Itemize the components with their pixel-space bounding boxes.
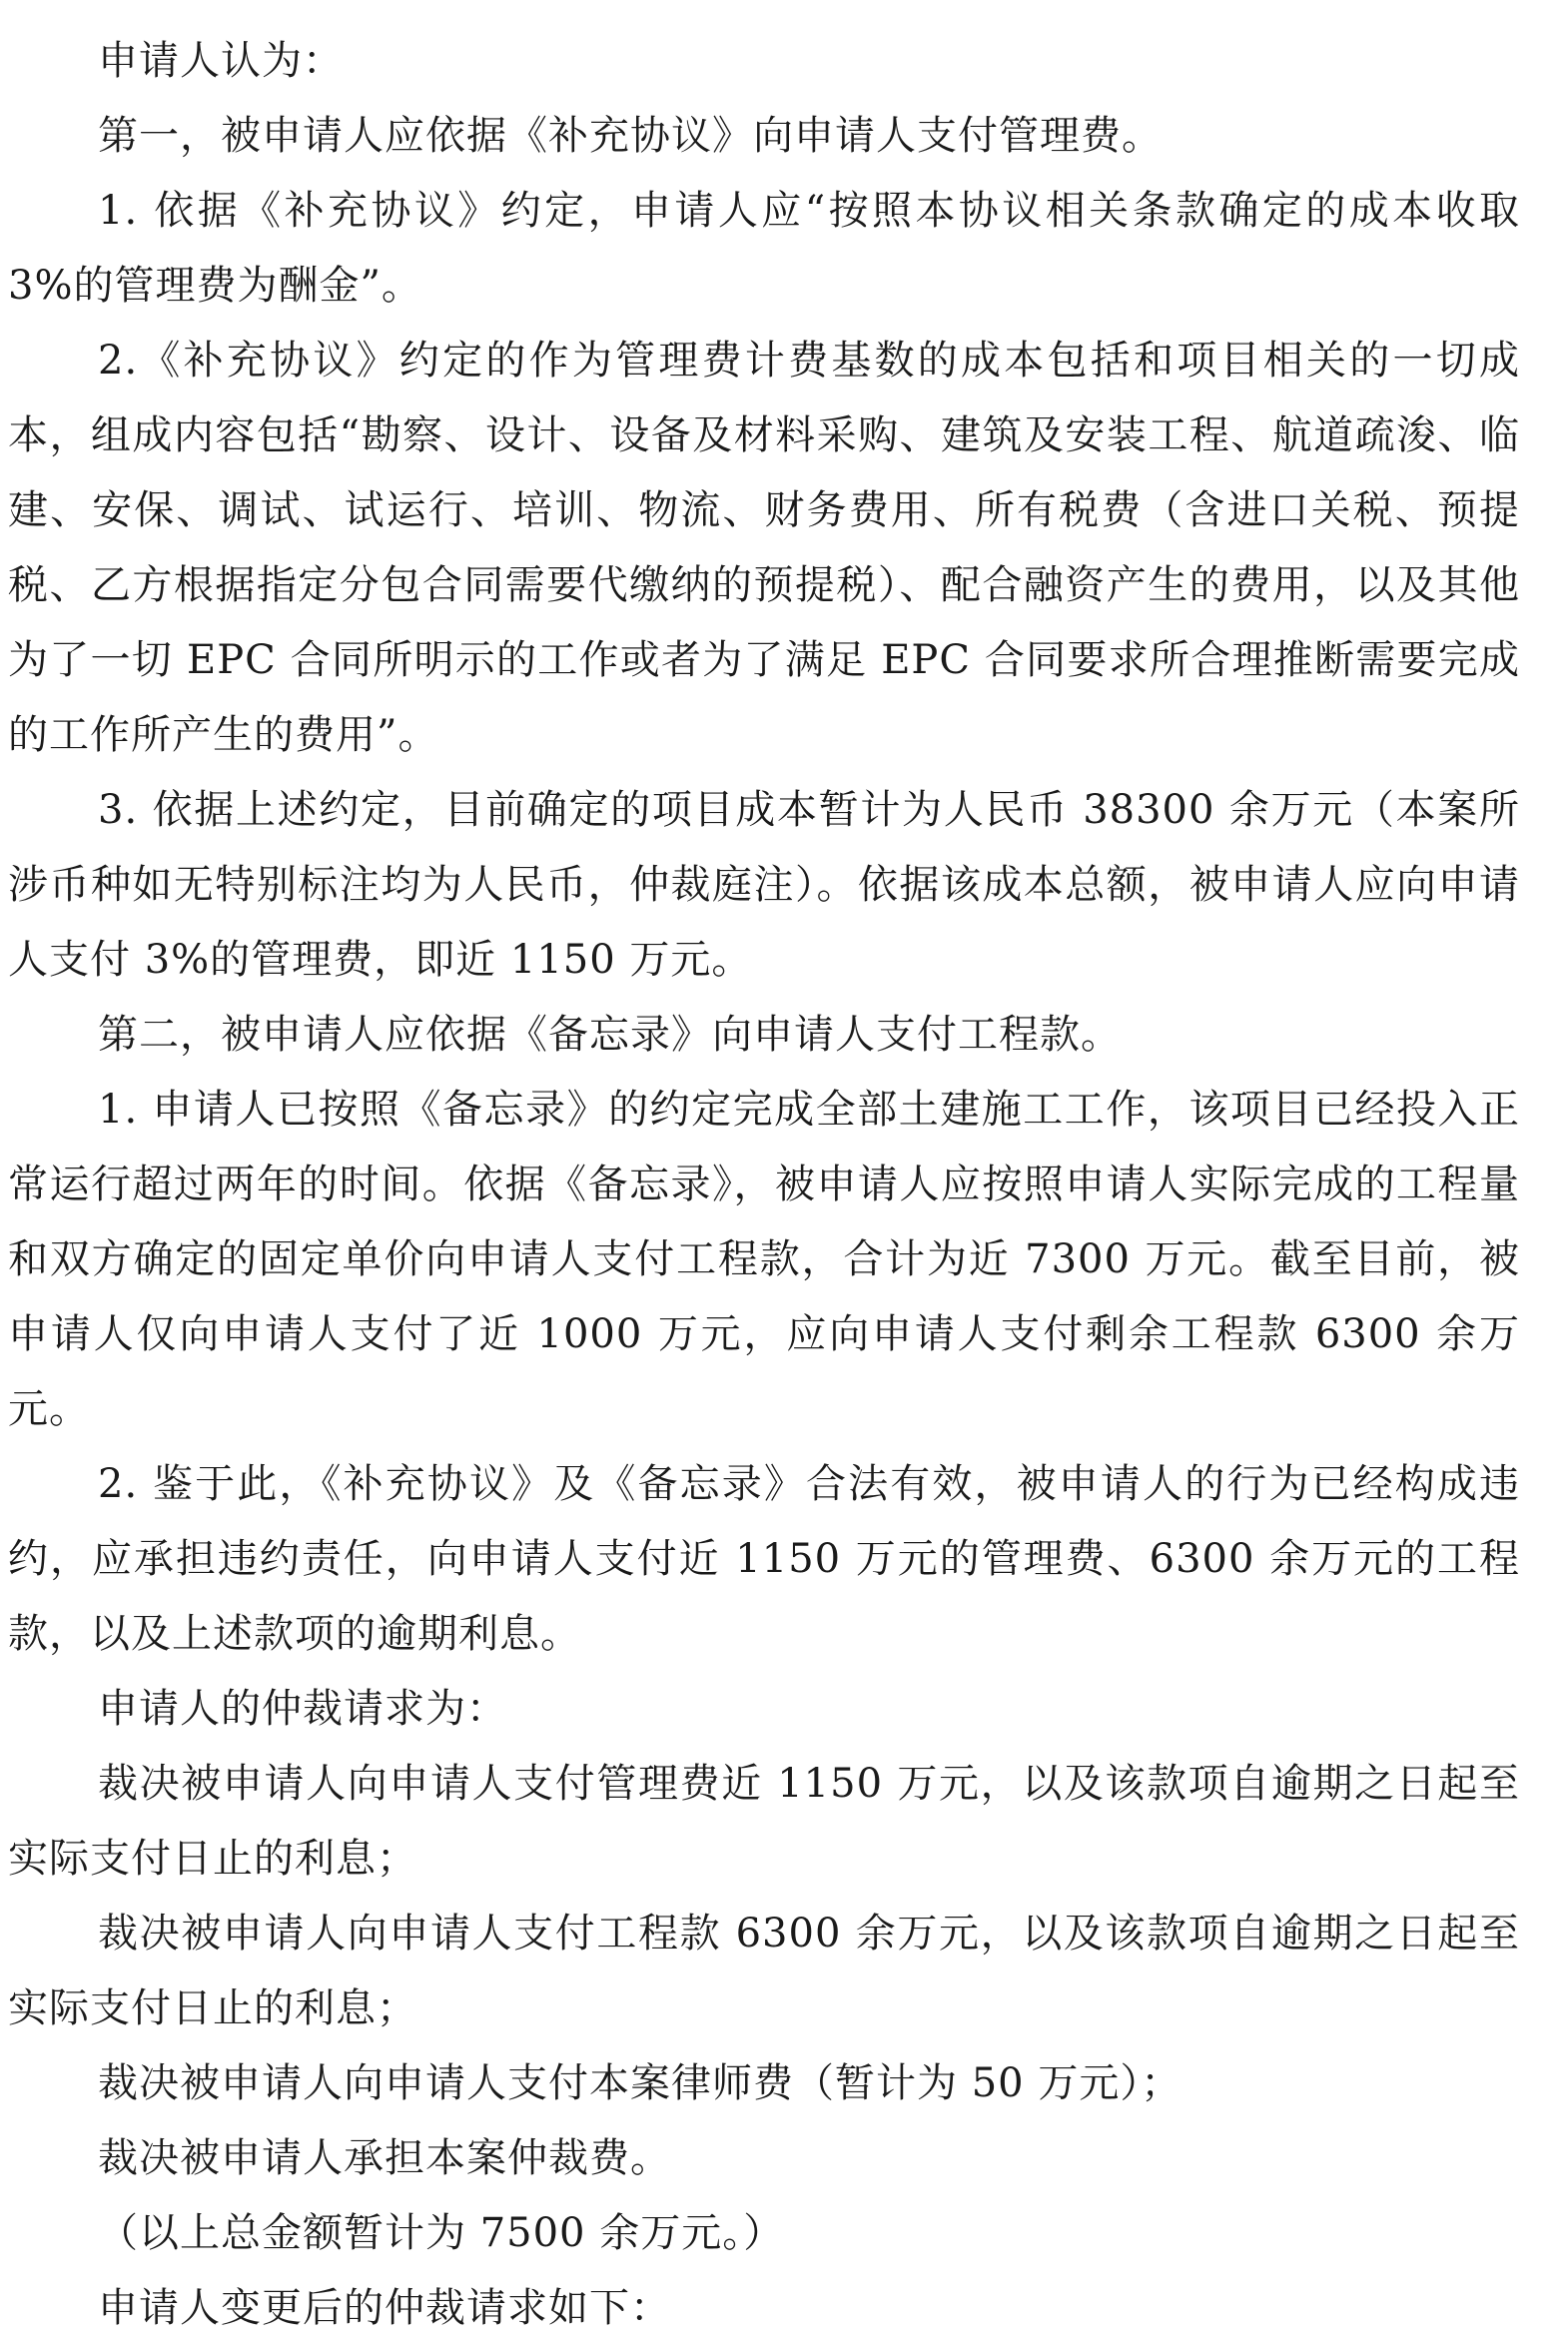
paragraph-amended-claims-heading: 申请人变更后的仲裁请求如下： <box>98 2285 671 2331</box>
paragraph-first-point: 第一，被申请人应依据《补充协议》向申请人支付管理费。 <box>98 113 1163 159</box>
paragraph-first-item-1: 1. 依据《补充协议》约定，申请人应“按照本协议相关条款确定的成本收取 3%的管理费为酬金”。 <box>8 188 1520 309</box>
paragraph-second-point: 第二，被申请人应依据《备忘录》向申请人支付工程款。 <box>98 1012 1122 1058</box>
paragraph-first-item-2: 2.《补充协议》约定的作为管理费计费基数的成本包括和项目相关的一切成本，组成内容包括“勘察、设计、设备及材料采购、建筑及安装工程、航道疏浚、临建、安保、调试、试运行、培训、物流、财务费用、所有税费（含进口关税、预提税、乙方根据指定分包合同需要代缴纳的预提税）、配合融资产生的费用，以及其他为了一切 EPC 合同所明示的工作或者为了满足 EPC 合同要求所合理推断需要完成的工作所产生的费用”。 <box>8 338 1520 758</box>
paragraph-claim-3: 裁决被申请人向申请人支付本案律师费（暂计为 50 万元）； <box>98 2060 1182 2106</box>
paragraph-second-item-2: 2. 鉴于此，《补充协议》及《备忘录》合法有效，被申请人的行为已经构成违约，应承担违约责任，向申请人支付近 1150 万元的管理费、6300 余万元的工程款，以及上述款项的逾期利息。 <box>8 1461 1520 1657</box>
paragraph-claim-1: 裁决被申请人向申请人支付管理费近 1150 万元，以及该款项自逾期之日起至实际支付日止的利息； <box>8 1761 1520 1882</box>
paragraph-claim-2: 裁决被申请人向申请人支付工程款 6300 余万元，以及该款项自逾期之日起至实际支付日止的利息； <box>8 1911 1520 2031</box>
paragraph-total-note: （以上总金额暂计为 7500 余万元。） <box>98 2210 785 2256</box>
paragraph-claim-4: 裁决被申请人承担本案仲裁费。 <box>98 2135 671 2181</box>
paragraph-first-item-3: 3. 依据上述约定，目前确定的项目成本暂计为人民币 38300 余万元（本案所涉币种如无特别标注均为人民币，仲裁庭注）。依据该成本总额，被申请人应向申请人支付 3%的管理费，即近 1150 万元。 <box>8 787 1520 983</box>
paragraph-claims-heading: 申请人的仲裁请求为： <box>98 1686 507 1732</box>
paragraph-second-item-1: 1. 申请人已按照《备忘录》的约定完成全部土建施工工作，该项目已经投入正常运行超过两年的时间。依据《备忘录》，被申请人应按照申请人实际完成的工程量和双方确定的固定单价向申请人支付工程款，合计为近 7300 万元。截至目前，被申请人仅向申请人支付了近 1000 万元，应向申请人支付剩余工程款 6300 余万元。 <box>8 1087 1520 1432</box>
paragraph-intro: 申请人认为： <box>98 38 344 84</box>
